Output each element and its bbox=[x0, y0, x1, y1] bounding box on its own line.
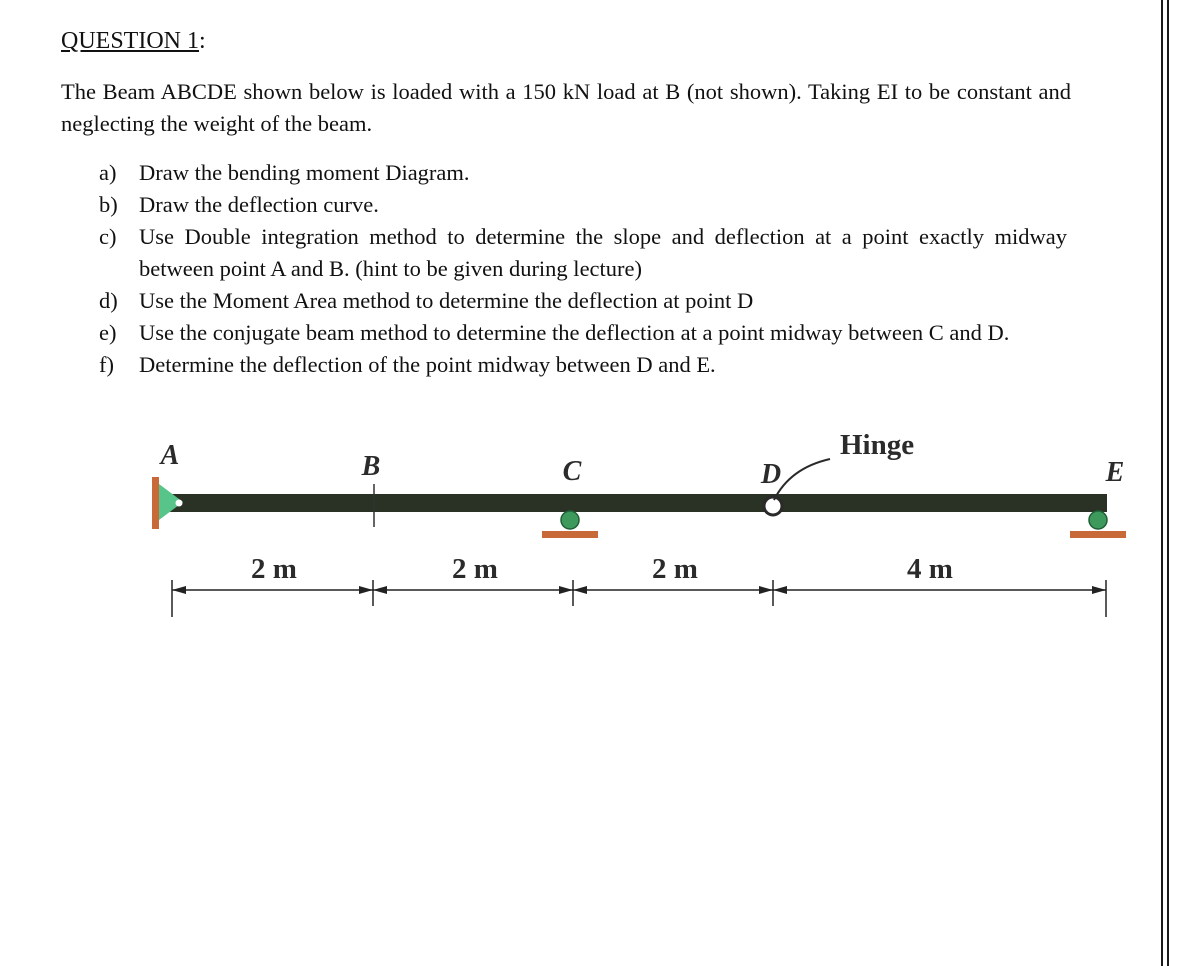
hinge-icon bbox=[764, 497, 782, 515]
point-label-b: B bbox=[361, 451, 381, 482]
dimension-arrowhead bbox=[573, 586, 587, 594]
dimension-line bbox=[172, 580, 1106, 617]
task-item bbox=[99, 157, 1067, 189]
task-list bbox=[99, 157, 1067, 381]
task-marker: e) bbox=[99, 320, 117, 345]
roller-wheel bbox=[1089, 511, 1107, 529]
question-colon: : bbox=[199, 28, 206, 54]
task-text: Use the conjugate beam method to determine the deflection at a point midway between C and D. bbox=[139, 320, 1010, 345]
dimension-arrowhead bbox=[1092, 586, 1106, 594]
task-text: Draw the deflection curve. bbox=[139, 192, 379, 217]
point-label-a: A bbox=[160, 440, 180, 471]
dimension-arrowhead bbox=[759, 586, 773, 594]
point-label-e: E bbox=[1105, 457, 1125, 488]
task-item bbox=[99, 285, 1067, 317]
roller-support-e bbox=[1070, 511, 1126, 538]
page-border-rule bbox=[1167, 0, 1169, 966]
beam bbox=[170, 494, 1107, 512]
roller-base bbox=[542, 531, 598, 538]
task-item bbox=[99, 189, 1067, 221]
span-label-de: 4 m bbox=[907, 553, 953, 585]
task-item bbox=[99, 349, 1067, 381]
hinge-leader-line bbox=[774, 459, 830, 500]
task-text: Draw the bending moment Diagram. bbox=[139, 160, 470, 185]
task-item bbox=[99, 317, 1067, 349]
point-label-c: C bbox=[562, 456, 582, 487]
pin-support-joint bbox=[176, 500, 183, 507]
problem-statement: The Beam ABCDE shown below is loaded with a 150 kN load at B (not shown). Taking EI to be constant and neglecting the weight of the beam. bbox=[61, 79, 1071, 136]
span-label-cd: 2 m bbox=[652, 553, 698, 585]
task-marker: a) bbox=[99, 160, 117, 185]
task-marker: d) bbox=[99, 288, 118, 313]
task-marker: b) bbox=[99, 192, 118, 217]
task-text: Determine the deflection of the point midway between D and E. bbox=[139, 352, 716, 377]
task-text: Use Double integration method to determine the slope and deflection at a point exactly midway between point A and B. (hint to be given during lecture) bbox=[139, 224, 1067, 281]
task-item bbox=[99, 221, 1067, 285]
beam-diagram bbox=[0, 420, 1160, 620]
dimension-arrowhead bbox=[359, 586, 373, 594]
point-label-d: D bbox=[760, 459, 782, 490]
task-marker: c) bbox=[99, 224, 117, 249]
roller-base bbox=[1070, 531, 1126, 538]
pin-support-a bbox=[152, 477, 183, 529]
dimension-arrowhead bbox=[559, 586, 573, 594]
hinge-label: Hinge bbox=[840, 429, 915, 461]
question-label: QUESTION 1 bbox=[61, 28, 199, 54]
page-border-rule bbox=[1161, 0, 1163, 966]
question-title bbox=[61, 26, 206, 56]
dimension-arrowhead bbox=[773, 586, 787, 594]
dimension-arrowhead bbox=[172, 586, 186, 594]
span-label-bc: 2 m bbox=[452, 553, 498, 585]
roller-support-c bbox=[542, 511, 598, 538]
pin-support-plate bbox=[152, 477, 159, 529]
task-marker: f) bbox=[99, 352, 114, 377]
task-text: Use the Moment Area method to determine the deflection at point D bbox=[139, 288, 754, 313]
roller-wheel bbox=[561, 511, 579, 529]
dimension-arrowhead bbox=[373, 586, 387, 594]
span-label-ab: 2 m bbox=[251, 553, 297, 585]
